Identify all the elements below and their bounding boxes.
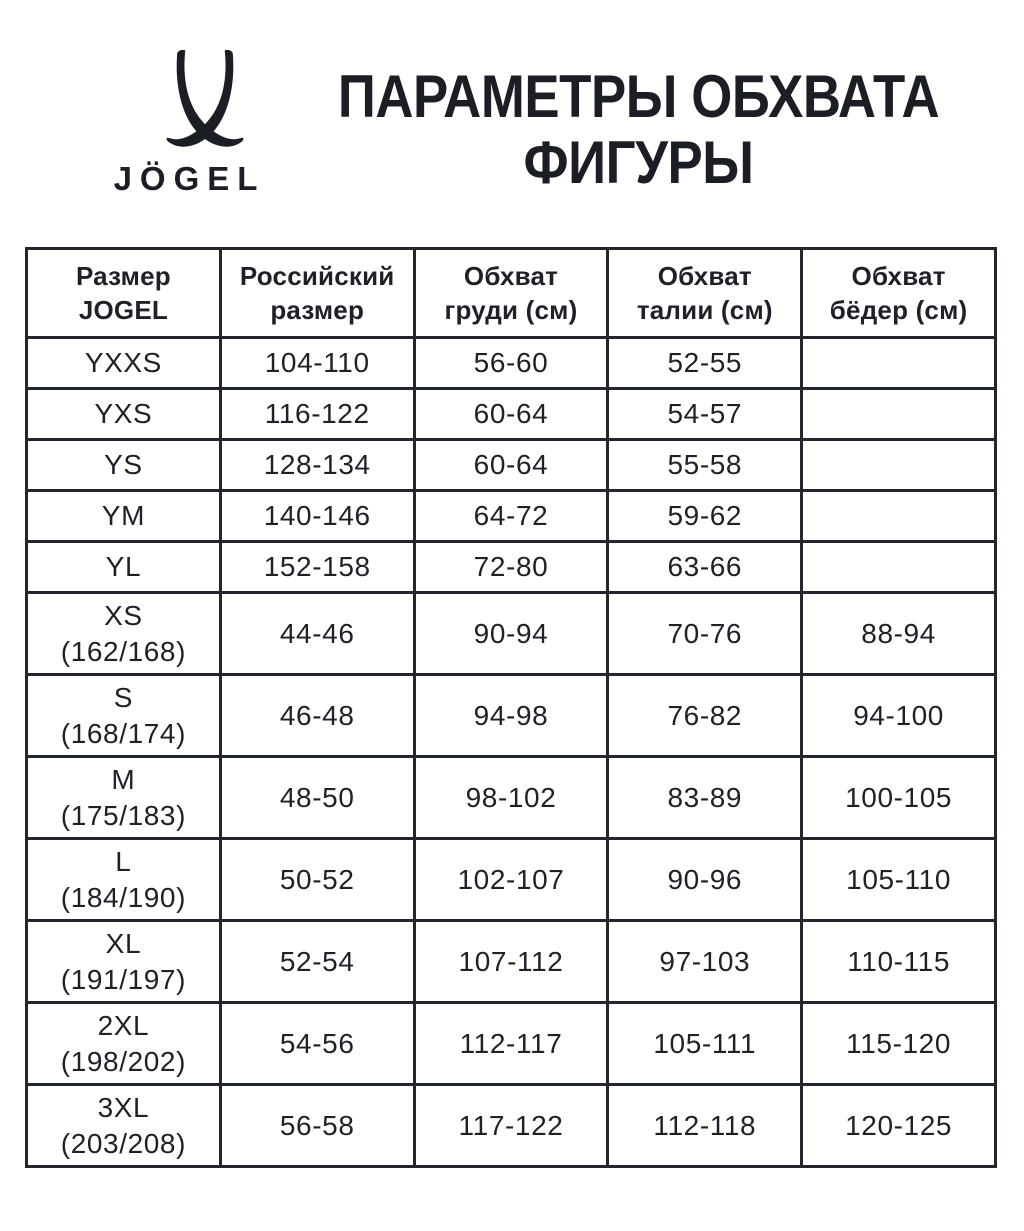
cell-chest: 112-117: [414, 1003, 608, 1085]
cell-waist: 59-62: [608, 491, 802, 542]
cell-russian-size: 54-56: [220, 1003, 414, 1085]
table-row: [27, 593, 996, 675]
cell-waist: 54-57: [608, 389, 802, 440]
col-header-hips: Обхват бёдер (см): [802, 249, 996, 338]
table-row: [27, 542, 996, 593]
cell-russian-size: 140-146: [220, 491, 414, 542]
cell-waist: 52-55: [608, 338, 802, 389]
cell-size: YXS: [27, 389, 221, 440]
cell-waist: 70-76: [608, 593, 802, 675]
cell-chest: 60-64: [414, 440, 608, 491]
cell-waist: 55-58: [608, 440, 802, 491]
cell-size: S (168/174): [27, 675, 221, 757]
cell-hips: 100-105: [802, 757, 996, 839]
cell-waist: 63-66: [608, 542, 802, 593]
cell-russian-size: 50-52: [220, 839, 414, 921]
cell-hips: [802, 491, 996, 542]
page-title: [326, 50, 952, 196]
cell-hips: 115-120: [802, 1003, 996, 1085]
cell-chest: 72-80: [414, 542, 608, 593]
size-table-wrapper: [25, 247, 997, 1168]
cell-chest: 94-98: [414, 675, 608, 757]
cell-russian-size: 48-50: [220, 757, 414, 839]
cell-chest: 107-112: [414, 921, 608, 1003]
cell-size: YS: [27, 440, 221, 491]
cell-waist: 97-103: [608, 921, 802, 1003]
cell-waist: 112-118: [608, 1085, 802, 1167]
cell-size: YL: [27, 542, 221, 593]
cell-hips: [802, 389, 996, 440]
cell-hips: 110-115: [802, 921, 996, 1003]
cell-russian-size: 44-46: [220, 593, 414, 675]
cell-waist: 76-82: [608, 675, 802, 757]
cell-size: YXXS: [27, 338, 221, 389]
cell-waist: 83-89: [608, 757, 802, 839]
table-row: [27, 338, 996, 389]
table-row: [27, 1085, 996, 1167]
table-row: [27, 440, 996, 491]
page-title-line2: ФИГУРЫ: [523, 129, 754, 196]
table-row: [27, 389, 996, 440]
table-row: [27, 839, 996, 921]
cell-waist: 105-111: [608, 1003, 802, 1085]
col-header-chest: Обхват груди (см): [414, 249, 608, 338]
cell-size: XS (162/168): [27, 593, 221, 675]
page-title-line1: ПАРАМЕТРЫ ОБХВАТА: [337, 63, 940, 130]
cell-size: 3XL (203/208): [27, 1085, 221, 1167]
cell-hips: [802, 440, 996, 491]
cell-russian-size: 46-48: [220, 675, 414, 757]
cell-waist: 90-96: [608, 839, 802, 921]
cell-russian-size: 116-122: [220, 389, 414, 440]
page-header: [0, 0, 1024, 200]
col-header-jogel-size: Размер JOGEL: [27, 249, 221, 338]
cell-size: L (184/190): [27, 839, 221, 921]
cell-chest: 56-60: [414, 338, 608, 389]
cell-hips: 120-125: [802, 1085, 996, 1167]
cell-chest: 64-72: [414, 491, 608, 542]
cell-hips: 94-100: [802, 675, 996, 757]
brand-wordmark: JÖGEL: [113, 160, 266, 197]
cell-chest: 90-94: [414, 593, 608, 675]
cell-russian-size: 104-110: [220, 338, 414, 389]
cell-size: 2XL (198/202): [27, 1003, 221, 1085]
cell-chest: 117-122: [414, 1085, 608, 1167]
table-row: [27, 757, 996, 839]
cell-russian-size: 128-134: [220, 440, 414, 491]
table-row: [27, 1003, 996, 1085]
cell-chest: 102-107: [414, 839, 608, 921]
col-header-waist: Обхват талии (см): [608, 249, 802, 338]
brand-logo: [88, 50, 283, 198]
table-row: [27, 491, 996, 542]
cell-hips: 105-110: [802, 839, 996, 921]
cell-russian-size: 52-54: [220, 921, 414, 1003]
cell-chest: 98-102: [414, 757, 608, 839]
table-row: [27, 675, 996, 757]
col-header-russian-size: Российский размер: [220, 249, 414, 338]
cell-size: XL (191/197): [27, 921, 221, 1003]
cell-hips: [802, 338, 996, 389]
cell-size: YM: [27, 491, 221, 542]
size-table: [25, 247, 997, 1168]
cell-chest: 60-64: [414, 389, 608, 440]
cell-russian-size: 152-158: [220, 542, 414, 593]
cell-russian-size: 56-58: [220, 1085, 414, 1167]
cell-hips: 88-94: [802, 593, 996, 675]
cell-hips: [802, 542, 996, 593]
cell-size: M (175/183): [27, 757, 221, 839]
table-header-row: [27, 249, 996, 338]
table-row: [27, 921, 996, 1003]
jogel-v-mark-icon: [152, 50, 258, 156]
